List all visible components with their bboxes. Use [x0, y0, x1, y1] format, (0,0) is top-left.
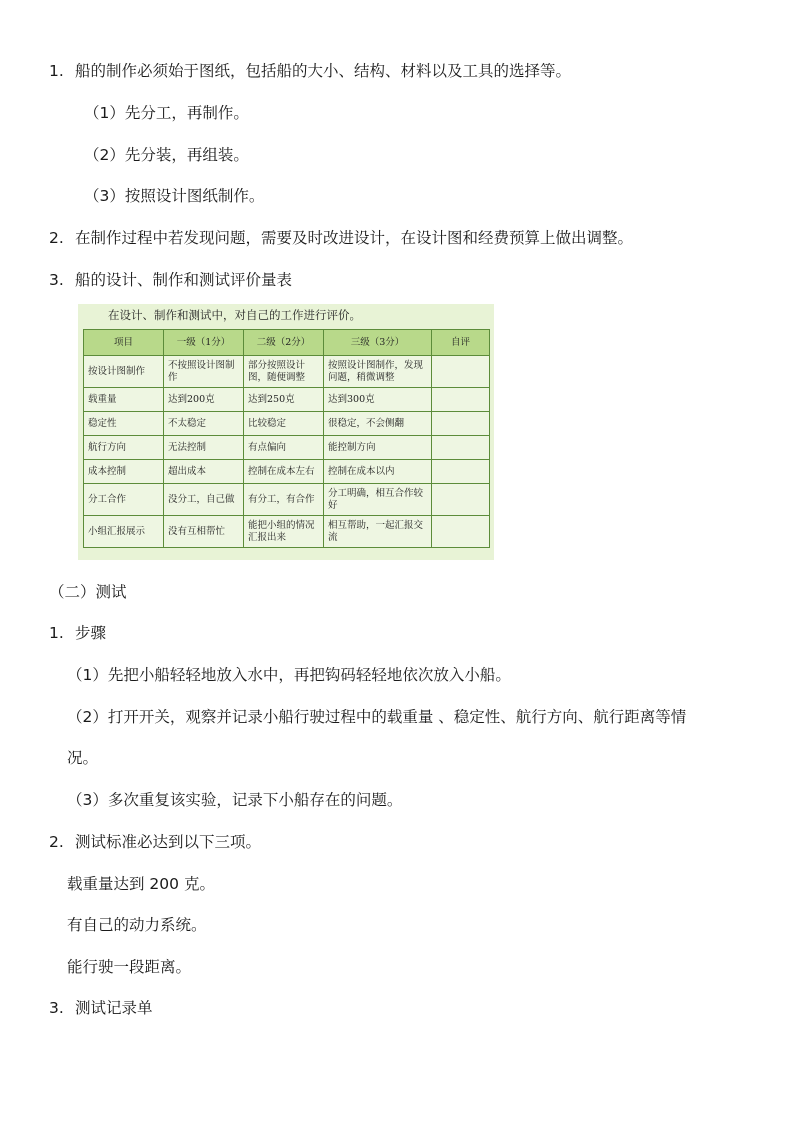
standards-title-text: 测试标准必达到以下三项。	[75, 833, 262, 851]
table-row	[84, 436, 490, 460]
table-cell: 达到300克	[324, 388, 432, 412]
table-cell: 分工合作	[84, 484, 164, 516]
evaluation-table	[83, 329, 490, 548]
sub-item-3-text: （3）按照设计图纸制作。	[84, 187, 265, 205]
item-1-number: 1.	[49, 62, 64, 80]
section-heading-testing	[49, 582, 127, 602]
step-2-continued-text: 况。	[67, 749, 99, 767]
standard-3	[67, 957, 191, 977]
standards-title-number: 2.	[49, 833, 64, 851]
step-1	[67, 665, 511, 685]
record-title	[49, 998, 153, 1018]
section-heading-text: （二）测试	[49, 583, 127, 601]
header-item: 项目	[84, 330, 164, 356]
record-title-number: 3.	[49, 999, 64, 1017]
table-row	[84, 516, 490, 548]
table-row	[84, 388, 490, 412]
table-cell: 成本控制	[84, 460, 164, 484]
header-level-2: 二级（2分）	[244, 330, 324, 356]
table-cell: 有点偏向	[244, 436, 324, 460]
table-row	[84, 356, 490, 388]
table-cell	[432, 436, 490, 460]
sub-item-1-text: （1）先分工，再制作。	[84, 104, 249, 122]
item-3-number: 3.	[49, 271, 64, 289]
table-cell: 比较稳定	[244, 412, 324, 436]
table-cell	[432, 356, 490, 388]
table-cell: 相互帮助，一起汇报交流	[324, 516, 432, 548]
table-cell: 有分工，有合作	[244, 484, 324, 516]
table-cell: 部分按照设计图，随便调整	[244, 356, 324, 388]
table-row	[84, 484, 490, 516]
table-cell: 控制在成本左右	[244, 460, 324, 484]
table-cell: 不按照设计图制作	[164, 356, 244, 388]
table-cell	[432, 516, 490, 548]
table-cell: 小组汇报展示	[84, 516, 164, 548]
item-2	[49, 228, 633, 248]
table-header-row	[84, 330, 490, 356]
table-cell: 达到200克	[164, 388, 244, 412]
item-3	[49, 270, 292, 290]
header-self-eval: 自评	[432, 330, 490, 356]
table-cell: 控制在成本以内	[324, 460, 432, 484]
item-1-text: 船的制作必须始于图纸，包括船的大小、结构、材料以及工具的选择等。	[75, 62, 572, 80]
steps-title	[49, 623, 106, 643]
sub-item-2-text: （2）先分装，再组装。	[84, 146, 249, 164]
table-cell	[432, 388, 490, 412]
step-3-text: （3）多次重复该实验，记录下小船存在的问题。	[67, 791, 403, 809]
table-row	[84, 412, 490, 436]
item-1	[49, 61, 571, 81]
record-title-text: 测试记录单	[75, 999, 153, 1017]
table-cell: 不太稳定	[164, 412, 244, 436]
standards-title	[49, 832, 261, 852]
item-2-text: 在制作过程中若发现问题，需要及时改进设计，在设计图和经费预算上做出调整。	[75, 229, 634, 247]
table-cell	[432, 460, 490, 484]
header-level-1: 一级（1分）	[164, 330, 244, 356]
table-cell: 按设计图制作	[84, 356, 164, 388]
item-2-number: 2.	[49, 229, 64, 247]
table-cell: 按照设计图制作，发现问题，稍微调整	[324, 356, 432, 388]
table-cell: 超出成本	[164, 460, 244, 484]
table-row	[84, 460, 490, 484]
steps-title-text: 步骤	[75, 624, 107, 642]
header-level-3: 三级（3分）	[324, 330, 432, 356]
step-2-text: （2）打开开关，观察并记录小船行驶过程中的载重量 、稳定性、航行方向、航行距离等情	[67, 708, 687, 726]
table-cell: 稳定性	[84, 412, 164, 436]
step-2-continued	[67, 748, 98, 768]
sub-item-3	[84, 186, 264, 206]
table-cell: 没分工，自己做	[164, 484, 244, 516]
table-cell: 能控制方向	[324, 436, 432, 460]
standard-2	[67, 915, 207, 935]
steps-title-number: 1.	[49, 624, 64, 642]
sub-item-2	[84, 145, 249, 165]
table-caption: 在设计、制作和测试中，对自己的工作进行评价。	[108, 308, 361, 322]
table-cell: 载重量	[84, 388, 164, 412]
table-cell	[432, 484, 490, 516]
table-cell: 航行方向	[84, 436, 164, 460]
standard-1	[67, 874, 215, 894]
table-cell: 无法控制	[164, 436, 244, 460]
step-1-text: （1）先把小船轻轻地放入水中，再把钩码轻轻地依次放入小船。	[67, 666, 511, 684]
step-2	[67, 707, 686, 727]
standard-2-text: 有自己的动力系统。	[67, 916, 207, 934]
standard-1-text: 载重量达到 200 克。	[67, 875, 215, 893]
evaluation-table-figure	[78, 304, 494, 560]
table-cell: 没有互相帮忙	[164, 516, 244, 548]
standard-3-text: 能行驶一段距离。	[67, 958, 192, 976]
step-3	[67, 790, 402, 810]
sub-item-1	[84, 103, 249, 123]
table-cell: 分工明确，相互合作较好	[324, 484, 432, 516]
item-3-text: 船的设计、制作和测试评价量表	[75, 271, 293, 289]
table-cell: 达到250克	[244, 388, 324, 412]
table-cell	[432, 412, 490, 436]
table-cell: 很稳定，不会侧翻	[324, 412, 432, 436]
table-cell: 能把小组的情况汇报出来	[244, 516, 324, 548]
